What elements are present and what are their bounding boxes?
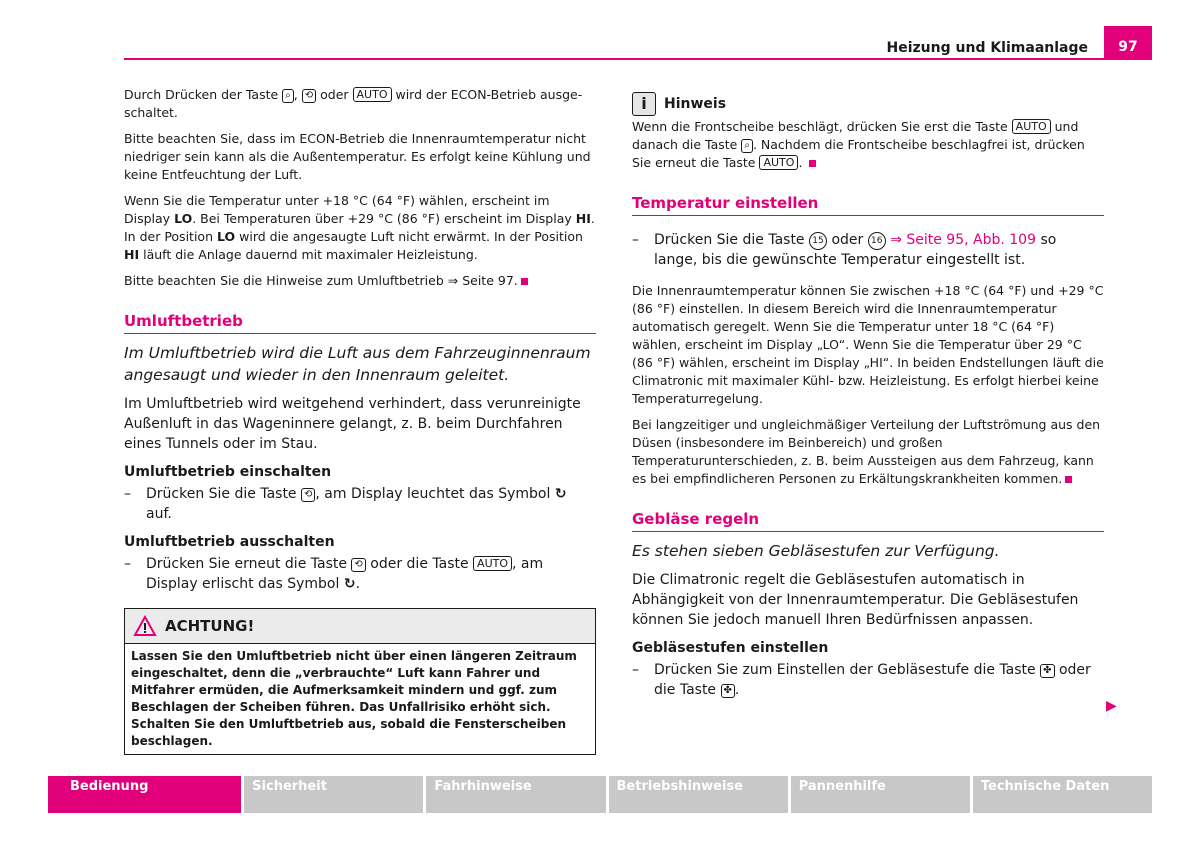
footer-nav — [48, 776, 1152, 813]
auto-key: AUTO — [759, 155, 798, 170]
temperature-caution-text — [632, 416, 1104, 488]
text: HI — [575, 211, 591, 226]
fan-intro: Es stehen sieben Gebläsestufen zur Verfügung. — [632, 542, 1000, 560]
right-column — [632, 86, 1104, 708]
note-title: Hinweis — [664, 96, 727, 112]
umluft-intro: Im Umluftbetrieb wird die Luft aus dem Fahrzeuginnenraum angesaugt und wieder in den Innenraum geleitet. — [124, 344, 591, 384]
dash: – — [124, 486, 131, 502]
info-icon: i — [632, 92, 656, 116]
next-page-arrow-icon[interactable]: ▶ — [1106, 698, 1117, 714]
dash: – — [124, 556, 131, 572]
warning-triangle-icon — [133, 615, 157, 637]
umluft-heading: Umluftbetrieb — [124, 312, 596, 334]
auto-key: AUTO — [473, 556, 512, 571]
recirc-symbol-icon: ↻ — [343, 576, 356, 592]
text: wird die angesaugte Luft nicht erwärmt. In der Position — [239, 229, 583, 244]
lo-hi-paragraph — [124, 192, 596, 264]
text: läuft die Anlage dauernd mit maximaler Heizleistung. — [143, 247, 478, 262]
warning-header — [125, 609, 595, 644]
tab-sicherheit[interactable]: Sicherheit — [244, 776, 426, 813]
umluft-aus-heading: Umluftbetrieb ausschalten — [124, 534, 335, 550]
umluft-ein-step — [124, 484, 596, 524]
text: , am Display leuchtet das Symbol — [315, 486, 551, 502]
text: so lange, bis die gewünschte Temperatur eingestellt ist. — [654, 232, 1057, 268]
step-text — [146, 554, 596, 594]
text: auf. — [146, 506, 172, 522]
button-16-icon: 16 — [868, 232, 886, 250]
warning-title: ACHTUNG! — [165, 617, 255, 635]
temperature-step — [632, 230, 1104, 270]
text: LO — [216, 229, 236, 244]
temperature-heading: Temperatur einstellen — [632, 194, 1104, 216]
page-number: 97 — [1104, 26, 1152, 60]
text: . — [734, 682, 740, 698]
fan-heading: Gebläse regeln — [632, 510, 1104, 532]
warning-box — [124, 608, 596, 755]
text: oder — [320, 87, 349, 102]
text: Drücken Sie erneut die Taste — [146, 556, 347, 572]
umluft-text: Im Umluftbetrieb wird weitgehend verhindert, dass verunreinigte Außenluft in das Wageninnere gelangt, z. B. beim Durchfahren eines Tunnels oder im Stau. — [124, 396, 581, 452]
note-text — [632, 118, 1104, 172]
text: LO — [174, 211, 193, 226]
text: oder die Taste — [654, 662, 1091, 698]
text: , am Display erlischt das Symbol — [146, 556, 544, 592]
text: oder — [831, 232, 864, 248]
tab-pannenhilfe[interactable]: Pannenhilfe — [791, 776, 973, 813]
button-15-icon: 15 — [809, 232, 827, 250]
fan-up-key-icon: ✤ — [1040, 664, 1054, 678]
defrost-key-icon: ⌕ — [282, 89, 294, 103]
recirc-key-icon: ⟲ — [302, 89, 316, 103]
text: Wenn Sie die Temperatur unter +18 °C (64 °F) wählen, erscheint im Display — [124, 193, 550, 226]
text: , — [293, 87, 298, 102]
header-rule — [124, 58, 1152, 60]
text: . — [355, 576, 361, 592]
warning-text: Lassen Sie den Umluftbetrieb nicht über einen längeren Zeitraum eingeschaltet, denn die „verbrauchte“ Luft kann Fahrer und Mitfahrer ermüden, die Aufmerksamkeit mindern und ggf. zum Beschlagen der Scheiben führen. Das Unfallrisiko erhöht sich. Schalten Sie den Umluftbetrieb aus, sobald die Fensterscheiben beschlagen. — [131, 649, 577, 748]
text: oder die Taste — [370, 556, 469, 572]
tab-betriebshinweise[interactable]: Betriebshinweise — [609, 776, 791, 813]
step-text — [654, 660, 1104, 700]
text: . Bei Temperaturen über +29 °C (86 °F) erscheint im Display — [192, 211, 572, 226]
end-mark-icon — [809, 160, 816, 167]
tab-technische-daten[interactable]: Technische Daten — [973, 776, 1152, 813]
text: Bei langzeitiger und ungleichmäßiger Verteilung der Luftströmung aus den Düsen (insbesondere im Beinbereich) und großen Temperaturunterschieden, z. B. beim Aussteigen aus dem Fahrzeug, kann es bei empfindlicheren Personen zu Erkältungskrankheiten kommen. — [632, 417, 1101, 486]
temperature-text: Die Innenraumtemperatur können Sie zwischen +18 °C (64 °F) und +29 °C (86 °F) einstellen. In diesem Bereich wird die Innenraumtemperatur automatisch geregelt. Wenn Sie die Temperatur unter 18 °C (64 °F) wählen, erscheint im Display „LO“. Wenn Sie die Temperatur über 29 °C (86 °F) wählen, erscheint im Display „HI“. In beiden Endstellungen läuft die Climatronic mit maximaler Kühl- bzw. Heizleistung. Es erfolgt hierbei keine Temperaturregelung. — [632, 283, 1104, 406]
fan-step — [632, 660, 1104, 700]
umluft-aus-step — [124, 554, 596, 594]
fan-text: Die Climatronic regelt die Gebläsestufen automatisch in Abhängigkeit von der Innenraumtemperatur. Die Gebläsestufen können Sie jedoch manuell Ihren Bedürfnissen anpassen. — [632, 572, 1079, 628]
text: Bitte beachten Sie die Hinweise zum Umluftbetrieb ⇒ Seite 97. — [124, 273, 518, 288]
auto-key: AUTO — [1012, 119, 1051, 134]
text: Durch Drücken der Taste — [124, 87, 279, 102]
step-text — [654, 230, 1104, 270]
dash: – — [632, 662, 639, 678]
text: HI — [124, 247, 140, 262]
header-title: Heizung und Klimaanlage — [886, 40, 1088, 56]
econ-note-paragraph: Bitte beachten Sie, dass im ECON-Betrieb die Innenraumtemperatur nicht niedriger sein kann als die Außentemperatur. Es erfolgt keine Kühlung und keine Entfeuchtung der Luft. — [124, 131, 591, 182]
text: Wenn die Frontscheibe beschlägt, drücken Sie erst die Taste — [632, 119, 1008, 134]
recirc-key-icon: ⟲ — [301, 488, 315, 502]
text: wird der ECON-Betrieb ausge-schaltet. — [124, 87, 583, 120]
tab-fahrhinweise[interactable]: Fahrhinweise — [426, 776, 608, 813]
umluft-reference — [124, 272, 596, 290]
econ-paragraph — [124, 86, 596, 122]
left-column — [124, 86, 596, 755]
text: . Nachdem die Frontscheibe beschlagfrei ist, drücken Sie erneut die Taste — [632, 137, 1085, 170]
text: Drücken Sie die Taste — [654, 232, 805, 248]
recirc-symbol-icon: ↻ — [554, 486, 567, 502]
tab-bedienung[interactable]: Bedienung — [48, 776, 244, 813]
dash: – — [632, 232, 639, 248]
text: Drücken Sie zum Einstellen der Gebläsestufe die Taste — [654, 662, 1036, 678]
fan-down-key-icon: ✤ — [721, 684, 735, 698]
end-mark-icon — [521, 278, 528, 285]
end-mark-icon — [1065, 476, 1072, 483]
umluft-ein-heading: Umluftbetrieb einschalten — [124, 464, 332, 480]
page-link[interactable]: ⇒ Seite 95, Abb. 109 — [890, 232, 1036, 248]
defrost-key-icon: ⌕ — [741, 139, 753, 153]
text: und danach die Taste — [632, 119, 1079, 152]
step-text — [146, 484, 596, 524]
fan-sub-heading: Gebläsestufen einstellen — [632, 640, 829, 656]
note-header — [632, 92, 1104, 116]
recirc-key-icon: ⟲ — [351, 558, 365, 572]
text: . In der Position — [124, 211, 595, 244]
text: . — [798, 155, 803, 170]
auto-key: AUTO — [353, 87, 392, 102]
text: Drücken Sie die Taste — [146, 486, 297, 502]
